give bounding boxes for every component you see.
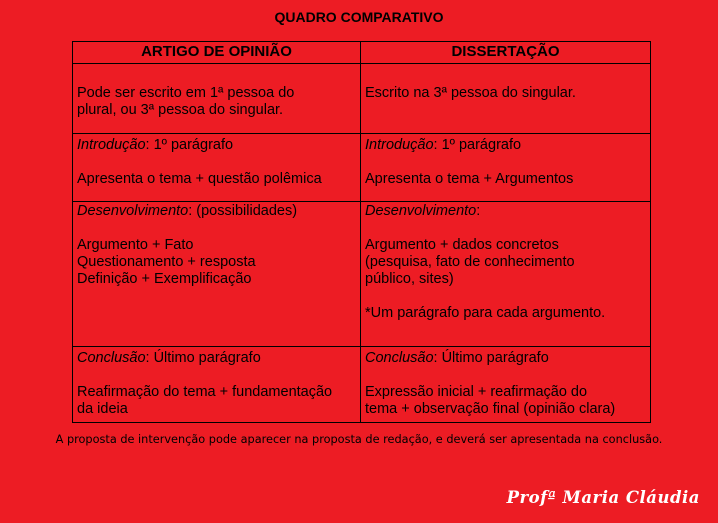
cell-text: tema + observação final (opinião clara) <box>365 401 616 417</box>
cell-text: Apresenta o tema + Argumentos <box>365 171 574 187</box>
cell-text: Pode ser escrito em 1ª pessoa do <box>77 85 295 101</box>
cell-heading <box>365 203 646 220</box>
table-cell <box>361 64 651 134</box>
cell-heading <box>365 350 646 367</box>
table-cell <box>73 64 361 134</box>
cell-text: Definição + Exemplificação <box>77 271 252 287</box>
section-label-rest: : Último parágrafo <box>433 350 549 366</box>
comparison-table <box>72 41 651 423</box>
cell-note: *Um parágrafo para cada argumento. <box>365 305 606 321</box>
cell-text: Argumento + Fato <box>77 237 194 253</box>
cell-text: Questionamento + resposta <box>77 254 256 270</box>
cell-text: público, sites) <box>365 271 454 287</box>
section-label: Introdução <box>77 137 146 153</box>
cell-heading <box>77 137 356 154</box>
table-cell <box>73 202 361 347</box>
section-label: Conclusão <box>77 350 146 366</box>
author-signature: Profª Maria Cláudia <box>506 488 700 507</box>
page-title: QUADRO COMPARATIVO <box>274 9 444 25</box>
cell-text: plural, ou 3ª pessoa do singular. <box>77 102 284 118</box>
section-label: Conclusão <box>365 350 434 366</box>
section-label: Desenvolvimento <box>77 203 189 219</box>
cell-text: (pesquisa, fato de conhecimento <box>365 254 575 270</box>
table-cell <box>361 202 651 347</box>
section-label-rest: : 1º parágrafo <box>145 137 234 153</box>
section-label-rest: : Último parágrafo <box>145 350 261 366</box>
section-label: Desenvolvimento <box>365 203 477 219</box>
table-row <box>73 202 651 347</box>
table-row <box>73 134 651 202</box>
table-header-row <box>73 42 651 64</box>
cell-text: Reafirmação do tema + fundamentação <box>77 384 333 400</box>
section-label: Introdução <box>365 137 434 153</box>
section-label-rest: : <box>476 203 481 219</box>
column-header-dissertacao: DISSERTAÇÃO <box>361 42 651 64</box>
cell-text: Escrito na 3ª pessoa do singular. <box>365 85 576 101</box>
footnote-text: A proposta de intervenção pode aparecer na proposta de redação, e deverá ser apresentada na conclusão. <box>55 433 663 446</box>
table-row <box>73 64 651 134</box>
table-row <box>73 347 651 423</box>
table-cell <box>73 347 361 423</box>
section-label-rest: : 1º parágrafo <box>433 137 522 153</box>
cell-text: Apresenta o tema + questão polêmica <box>77 171 322 187</box>
footnote <box>0 432 718 446</box>
cell-heading <box>77 350 356 367</box>
column-header-artigo: ARTIGO DE OPINIÃO <box>73 42 361 64</box>
table-cell <box>361 134 651 202</box>
cell-text: Argumento + dados concretos <box>365 237 559 253</box>
table-cell <box>73 134 361 202</box>
table-cell <box>361 347 651 423</box>
section-label-rest: : (possibilidades) <box>188 203 298 219</box>
cell-text: Expressão inicial + reafirmação do <box>365 384 588 400</box>
cell-text: da ideia <box>77 401 128 417</box>
cell-heading <box>365 137 646 154</box>
cell-heading <box>77 203 356 220</box>
